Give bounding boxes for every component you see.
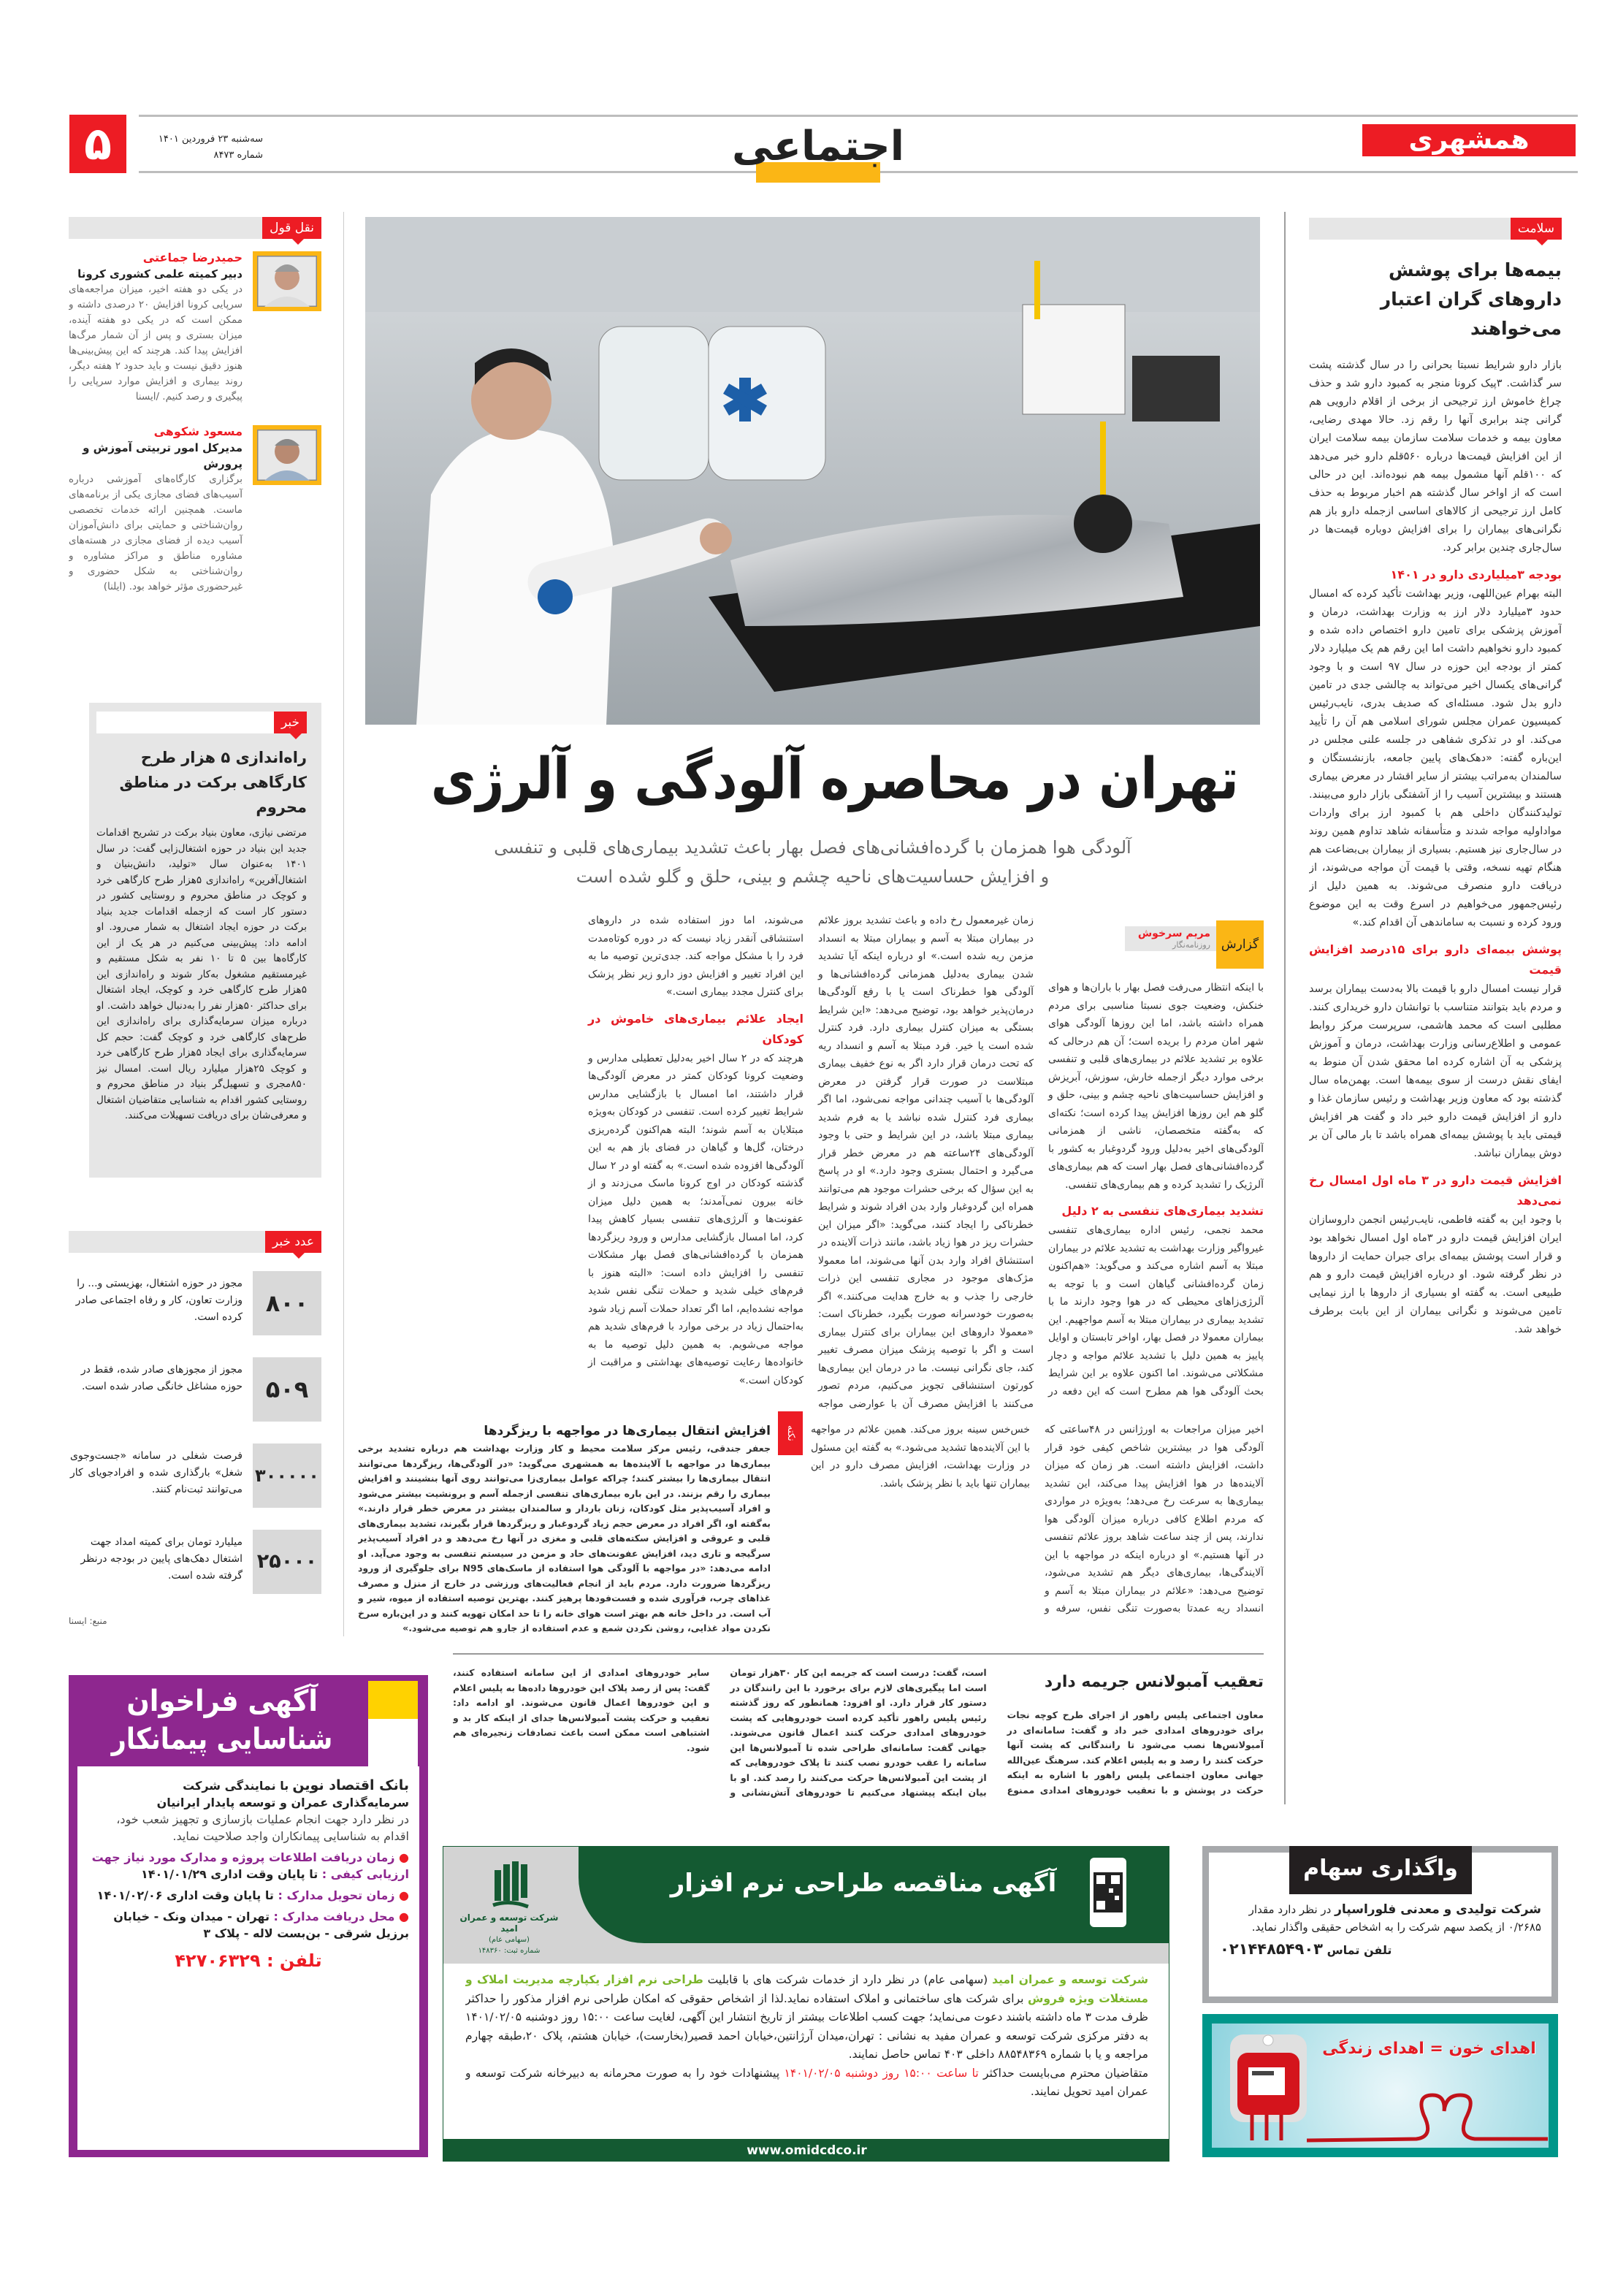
tender-subject: طراحی نرم افزار یکپارچه مدیریت املاک و مستغلات ویژه فروش (465, 1973, 1148, 2005)
author-name: مریم سرخوش (1137, 928, 1210, 939)
subtitle-line: و افزایش حساسیت‌های ناحیه چشم و بینی، حلق و گلو شده است (576, 866, 1050, 887)
health-subhead: بودجه ۳میلیاردی دارو در ۱۴۰۱ (1390, 568, 1562, 581)
shares-ad[interactable] (1202, 1846, 1558, 2003)
tender-text: متقاضیان محترم می‌بایست حداکثر (978, 2066, 1148, 2080)
health-headline: بیمه‌ها برای پوشش داروهای گران اعتبار می‌خواهند (1380, 259, 1562, 339)
health-paragraph: البته بهرام عین‌اللهی، وزیر بهداشت تأکید کرده که امسال حدود ۳میلیارد دلار ارز به وزارت بهداشت، درمان و آموزش پزشکی برای تامین دارو اختصاص داده شده و کمبود دارو نخواهیم داشت اما این رقم هم یک میلیارد دلار کمتر از بودجه این حوزه در سال ۹۷ است و با وجود گرانی‌های یکسال اخیر می‌تواند به چالشی جدی در تامین دارو بدل شود. مسئله‌ای که صدیف بدری، نایب‌رئیس کمیسیون عمران مجلس شورای اسلامی هم آن را تأیید می‌کند. او در تذکری شفاهی در جلسه علنی مجلس در این‌باره گفته: «دهک‌های پایین جامعه، بازنشستگان و سالمندان به‌مراتب بیشتر از سایر اقشار در معرض بیماری هستند و بیشترین آسیب را از آشفتگی بازار دارو می‌بینند. تولیدکنندگان داخلی هم با کمبود ارز برای واردات مواداولیه مواجه شدند و متأسفانه شاهد تداوم همین روند در سال‌جاری نیز هستیم. بسیاری از بیماران بی‌بضاعت هم هنگام تهیه نسخه، وقتی با قیمت آن مواجه می‌شوند، از دریافت دارو منصرف می‌شوند. به همین دلیل از رئیس‌جمهور می‌خواهیم در اسرع وقت به این موضوع ورود کرده و نسبت به ساماندهی آن اقدام کند.» (1309, 588, 1562, 928)
ad-phone[interactable]: تلفن : ۴۲۷۰۶۳۲۹ (175, 1950, 322, 1971)
ad-item-value: تا پایان وقت اداری ۱۴۰۱/۰۱/۲۹ (141, 1867, 318, 1881)
tender-text: (سهامی عام) در نظر دارد از خدمات شرکت های با قابلیت (703, 1973, 993, 1986)
quotes-tag: نقل قول (262, 217, 321, 239)
qr-code-icon[interactable] (1090, 1858, 1126, 1927)
section-title: اجتماعی (732, 123, 904, 170)
article-paragraph: محمد نجمی، رئیس اداره بیماری‌های تنفسی غیرواگیر وزارت بهداشت به تشدید علائم در بیماران مبتلا به آسم اشاره می‌کند و می‌گوید: «هم‌اکنون زمان گرده‌افشانی گیاهان است و با توجه به آلرژی‌زاهای محیطی که در هوا وجود دارند ما با تشدید بیماری در بیماران مبتلا به آسم مواجهیم. این بیماران معمولا در فصل بهار، اواخر تابستان و اوایل پاییز به همین دلیل با تشدید علائم مواجه و دچار مشکلاتی می‌شوند. اما اکنون علاوه بر این شرایط بحث آلودگی هوا هم مطرح است که این دفعه در زمان غیرمعمول رخ داده و باعث تشدید بروز علائم در بیماران مبتلا به آسم و بیماران مبتلا به انسداد مزمن ریه شده است.» او درباره اینکه آیا تشدید شدن بیماری به‌دلیل همزمانی گرده‌افشانی‌ها و آلودگی هوا خطرناک است یا با رفع آلودگی‌ها درمان‌پذیر خواهد بود، توضیح می‌دهد: «این شرایط بستگی به میزان کنترل بیماری دارد. فرد کنترل شده است یا خیر. فرد مبتلا به آسم و انسداد ریه که تحت درمان قرار دارد اگر به نوع خفیف بیماری مبتلاست در صورت قرار گرفتن در معرض آلودگی‌ها با آسیب چندانی مواجه نمی‌شود، اما اگر بیماری فرد کنترل شده نباشد یا به فرم شدید بیماری مبتلا باشد، در این شرایط و حتی با وجود آلودگی‌های ۲۴ساعته هم در معرض خطر قرار می‌گیرد و احتمال بستری وجود دارد.» او در پاسخ به این سؤال که برخی حشرات موجود هم می‌توانند همراه این گردوغبار وارد بدن افراد شوند و شرایط خطرناکی را ایجاد کنند، می‌گوید: «اگر میزان این حشرات ریز در هوا زیاد باشد، مانند ذرات آلاینده در استنشاق افراد وارد بدن آنها می‌شوند، اما معمولا مژک‌های موجود در مجاری تنفسی این ذرات خارجی را جذب و به خارج هدایت می‌کنند.» اگر به‌صورت خودسرانه صورت بگیرد، خطرناک است: «معمولا داروهای این بیماران برای کنترل بیماری است و اگر با توصیه پزشک میزان مصرف تغییر کند، جای نگرانی نیست. ما در درمان این بیماری‌ها کورتون استنشاقی تجویز می‌کنیم، مردم تصور می‌کنند با افزایش مصرف آن با عوارضی مواجه می‌شوند، اما دوز استفاده شده در داروهای استنشاقی آنقدر زیاد نیست که در دوره کوتاه‌مدت فرد را با مشکل مواجه کند. جدی‌ترین توصیه ما به این افراد تغییر و افزایش دوز دارو زیر نظر پزشک برای کنترل مجدد بیماری است.» (588, 915, 1264, 1410)
page-number: ۵ (69, 115, 126, 173)
news-box (89, 703, 321, 1178)
ad-item-label: محل دریافت مدارک : (273, 1910, 395, 1923)
portrait-icon (257, 256, 317, 307)
ad-company: سرمایه‌گذاری عمران و توسعه پایدار ایرانیان (156, 1796, 409, 1809)
news-text: مرتضی نیازی، معاون بنیاد برکت در تشریح اقدامات جدید این بنیاد در حوزه اشتغال‌زایی گفت: در سال ۱۴۰۱ به‌عنوان سال «تولید، دانش‌بنیان و اشتغال‌آفرین» راه‌اندازی ۵هزار طرح کارگاهی خرد و کوچک در مناطق محروم و روستایی کشور در دستور کار است که ازجمله اقدامات جدید بنیاد برکت در حوزه ایجاد اشتغال به شمار می‌رود. او ادامه داد: پیش‌بینی می‌کنیم در هر یک از این کارگاه‌ها بین ۵ تا ۱۰ نفر به شکل مستقیم و غیرمستقیم مشغول به‌کار شوند و راه‌اندازی این ۵هزار طرح کارگاهی خرد و کوچک، ایجاد اشتغال برای حداکثر ۵۰هزار نفر را به‌دنبال خواهد داشت. او درباره میزان سرمایه‌گذاری برای راه‌اندازی این طرح‌های کارگاهی خرد و کوچک گفت: حجم کل سرمایه‌گذاری برای ایجاد ۵هزار طرح کارگاهی خرد و کوچک ۲۵هزار میلیارد ریال است. امسال نیز ۸۵۰مجری و تسهیل‌گر بنیاد در مناطق محروم و روستایی کشور اقدام به شناسایی متقاضیان اشتغال و معرفی‌شان برای دریافت تسهیلات می‌کنند. (96, 827, 307, 1121)
report-tag: گزارش (1216, 920, 1264, 969)
health-tagbar (1309, 218, 1562, 240)
number-item (69, 1530, 321, 1603)
ad-intro: با نمایندگی شرکت (183, 1779, 289, 1793)
health-subhead: پوشش بیمه‌ای دارو برای ۱۵درصد افزایش قیمت (1309, 942, 1562, 977)
quote-item (69, 250, 321, 405)
number-item (69, 1443, 321, 1530)
health-paragraph: با وجود این به گفته فاطمی، نایب‌رئیس انجمن داروسازان ایران افزایش قیمت دارو در ۳ماه اول امسال نخواهد بود و قرار است پوشش بیمه‌ای برای جبران حمایت از داروها در نظر گرفته شود. او درباره افزایش قیمت دارو و هم طبیعی است. به گفته او بسیاری از داروها با ارز نیمایی تامین می‌شوند و نگرانی بیماران از این بابت برطرف خواهد شد. (1309, 1214, 1562, 1335)
numbers-source: منبع: ایسنا (69, 1616, 107, 1626)
number-text: مجوز از مجوزهای صادر شده، فقط در حوزه مشاغل خانگی صادر شده است. (80, 1364, 243, 1392)
tip-tag: نکته (778, 1411, 803, 1455)
number-item (69, 1357, 321, 1443)
main-subtitle (365, 833, 1260, 891)
article-paragraph: اخیر میزان مراجعات به اورژانس در ۴۸ساعتی که آلودگی هوا در بیشترین شاخص کیفی خود قرار داشت، افزایش داشته است. هر زمان که میزان آلاینده‌ها در هوا افزایش پیدا می‌کند، این تشدید بیماری‌ها به سرعت رخ می‌دهد؛ به‌ویژه در مواردی که مردم اطلاع کافی درباره میزان آلودگی هوا ندارند، پس از چند ساعت شاهد بروز علائم تنفسی در آنها هستیم.» او درباره اینکه در مواجهه با این آلایندگی‌ها، بیماری‌های دیگر هم تشدید می‌شود، توضیح می‌دهد: «علائم در بیماران مبتلا به آسم و انسداد ریه عمدتا به‌صورت تنگی نفس، سرفه و خس‌خس سینه بروز می‌کند. همین علائم در مواجهه با این آلاینده‌ها تشدید می‌شود.» به گفته این مسئول در وزارت بهداشت، افزایش مصرف دارو در این بیماران تنها باید با نظر پزشک باشد. (811, 1424, 1264, 1614)
company-logo-sub: (سهامی عام) (489, 1936, 530, 1944)
company-logo-text: شرکت توسعه و عمران امید (459, 1912, 559, 1934)
tender-text: پیشنهادات خود را به صورت محرمانه به دبیرخانه شرکت توسعه و عمران امید تحویل نمایند. (465, 2066, 1148, 2098)
health-tag: سلامت (1511, 218, 1562, 240)
health-subhead: افزایش قیمت دارو در ۳ ماه اول امسال رخ نمی‌دهد (1309, 1173, 1562, 1208)
number-value: ۸۰۰ (253, 1271, 321, 1335)
ambulance-headline: تعقیب آمبولانس جریمه دارد (1044, 1673, 1264, 1691)
news-tag: خبر (274, 712, 307, 733)
quote-role: دبیر کمیته علمی کشوری کرونا (77, 267, 243, 281)
header-top-rule (139, 115, 1578, 117)
newspaper-logo[interactable]: همشهری (1362, 124, 1576, 156)
shares-title: واگذاری سهام (1289, 1846, 1472, 1894)
ad-intro-text: در نظر دارد جهت انجام عملیات بازسازی و تجهیز شعب خود، اقدام به شناسایی پیمانکاران واجد صلاحیت نماید. (116, 1812, 409, 1843)
blood-bag-icon (1226, 2027, 1314, 2148)
article-paragraph: هرچند که در ۲ سال اخیر به‌دلیل تعطیلی مدارس و وضعیت کرونا کودکان کمتر در معرض آلودگی‌ها قرار داشتند، اما امسال با بازگشایی مدارس شرایط تغییر کرده است. تنفسی در کودکان به‌ویژه مبتلایان به آسم شوند؛ البته هم‌اکنون گرده‌ریزی درختان، گل‌ها و گیاهان در فضای باز هم به این آلودگی‌ها افزوده شده است.» به گفته او در ۲ سال گذشته کودکان در اوج کرونا ماسک می‌زدند و از خانه بیرون نمی‌آمدند؛ به همین دلیل میزان عفونت‌ها و آلرژی‌های تنفسی بسیار کاهش پیدا کرد، اما امسال بازگشایی مدارس و ورود ریزگردها همزمان با گرده‌افشانی‌های فصل بهار مشکلات تنفسی را افزایش داده است: «البته هنوز با فرم‌های خیلی شدید و حملات تنگی نفس شدید مواجه نشده‌ایم، اما اگر تعداد حملات آسم زیاد شود به‌احتمال زیاد در برخی موارد با فرم‌های شدید هم مواجه می‌شویم. به همین دلیل توصیه ما به خانواده‌ها رعایت توصیه‌های بهداشتی و مراقبت از کودکان است.» (588, 1052, 804, 1387)
tender-title: آگهی مناقصه طراحی نرم افزار (670, 1869, 1057, 1898)
quotes-list (69, 250, 321, 688)
section-rule (453, 1653, 1264, 1655)
quote-item (69, 424, 321, 595)
number-text: میلیارد تومان برای کمیته امداد جهت اشتغال دهک‌های پایین در بودجه درنظر گرفته شده است. (80, 1536, 243, 1582)
tender-body (465, 1971, 1148, 2135)
number-value: ۵۰۹ (253, 1357, 321, 1422)
main-headline-wrap (365, 739, 1260, 820)
number-value: ۳۰۰۰۰۰ (253, 1443, 321, 1508)
ambulance-text: معاون اجتماعی پلیس راهور از اجرای طرح کوچه نجات برای خودروهای امدادی خبر داد و گفت: سامانه‌ای در آمبولانس‌ها نصب می‌شود تا رانندگانی که پشت آنها حرکت کنند را رصد و به پلیس اعلام کند. سرهنگ عین‌الله جهانی معاون اجتماعی پلیس راهور با اشاره به اینکه حرکت در پوشش و با تعقیب خودروهای امدادی ممنوع است، گفت: درست است که جریمه این کار ۳۰هزار تومان است اما پیگیری‌های لازم برای برخورد با این رانندگان در دستور کار قرار دارد. او افزود: همانطور که روز گذشته رئیس پلیس راهور تأکید کرده است خودروهایی که پشت خودروهای امدادی حرکت کنند اعمال قانون می‌شوند. جهانی گفت: سامانه‌ای طراحی شده تا آمبولانس‌ها این سامانه را عقب خودرو نصب کنند تا پلاک خودروهایی که از پشت این آمبولانس‌ها حرکت می‌کنند را رصد کند. او با بیان اینکه پیشنهاد می‌کنیم تا خودروهای آتش‌نشانی و سایر خودروهای امدادی از این سامانه استفاده کنند، گفت: پس از رصد پلاک این خودروها داده‌ها به پلیس اعلام و این خودروها اعمال قانون می‌شوند. او ادامه داد: تعقیب و حرکت پشت آمبولانس‌ها جدای از اینکه کار بد و اشتباهی است ممکن است باعث تصادفات زنجیره‌ای هم شود. (453, 1667, 1264, 1798)
tip-box (358, 1421, 771, 1633)
shares-phone-label: تلفن تماس (1327, 1943, 1392, 1957)
company-logo (454, 1857, 564, 1956)
quote-name: حمیدرضا جماعتی (142, 251, 243, 264)
number-text: مجوز در حوزه اشتغال، بهزیستی و... را وزارت تعاون، کار و رفاه اجتماعی صادر کرده است. (75, 1278, 243, 1323)
main-article-continued (811, 1421, 1264, 1633)
ad-item-value: تهران - میدان ونک - خیابان برزیل شرقی - بن‌بست لاله - پلاک ۳ (113, 1910, 409, 1940)
quote-text: در یکی دو هفته اخیر، میزان مراجعه‌های سرپایی کرونا افزایش ۲۰ درصدی داشته و ممکن است که در یکی دو هفته آینده، میزان بستری و پس از آن شمار مرگ‌ها افزایش پیدا کند. هرچند که این پیش‌بینی‌ها هنوز دقیق نیست و باید حدود ۲ هفته دیگر، روند بیماری و افزایش موارد سرپایی را پیگیری و رصد کنیم. /ایسنا (69, 283, 243, 403)
news-headline: راه‌اندازی ۵ هزار طرح کارگاهی برکت در مناطق محروم (119, 749, 307, 816)
portrait-icon (257, 430, 317, 481)
shares-phone[interactable]: ۰۲۱۴۴۸۵۴۹۰۳ (1220, 1940, 1323, 1958)
subtitle-line: آلودگی هوا همزمان با گرده‌افشانی‌های فصل بهار باعث تشدید بیماری‌های قلبی و تنفسی (494, 837, 1131, 858)
article-paragraph: با اینکه انتظار می‌رفت فصل بهار با باران‌ها و هوای خنکش، وضعیت جوی نسبتا مناسبی برای مردم همراه داشته باشد، اما این روزها آلودگی هوای شهر امان مردم را بریده است؛ آن هم درحالی که علاوه بر تشدید علائم در بیماری‌های قلبی و تنفسی برخی موارد دیگر ازجمله خارش، سوزش، آبریزش و افزایش حساسیت‌های ناحیه چشم و بینی، حلق و گلو هم این روزها افزایش پیدا کرده است؛ نکته‌ای که به‌گفته متخصصان، ناشی از همزمانی آلودگی‌های اخیر به‌دلیل ورود گردوغبار به کشور با گرده‌افشانی‌های فصل بهار است که هم بیماری‌های آلرژیک را تشدید کرده و هم بیماری‌های تنفسی. (1048, 982, 1264, 1191)
ambulance-article (453, 1666, 1264, 1801)
column-divider (1284, 212, 1286, 1804)
avatar (253, 251, 321, 311)
ad-item-label: زمان دریافت اطلاعات پروژه و مدارک مورد نیاز جهت ارزیابی کیفی : (91, 1850, 409, 1881)
heart-line-icon (1307, 2082, 1548, 2148)
hand-logo-icon (487, 1857, 531, 1911)
tender-ad[interactable] (443, 1846, 1169, 2162)
article-subhead: ایجاد علائم بیماری‌های خاموش در کودکان (588, 1011, 804, 1046)
ad-title: آگهی فراخوان (126, 1685, 318, 1718)
numbers-tag: عدد خبر (265, 1231, 321, 1253)
ambulance-interior-image (365, 217, 1260, 725)
tender-text: برای شرکت های ساختمانی و املاک استفاده نماید.لذا از اشخاص حقوقی که امکان طراحی نرم افزار مذکور را حداکثر ظرف مدت ۳ ماه داشته باشند دعوت می‌نماید؛ جهت کسب اطلاعات بیشتر از تاریخ انتشار این آگهی، لغایت ساعت ۱۵:۰۰ روز دوشنبه ۱۴۰۱/۰۲/۰۵ به دفتر مرکزی شرکت توسعه و عمران مفید به نشانی : تهران،میدان آرژانتین،خیابان احمد قصیر(بخارست)، خیابان هشتم، پلاک ۲۰،طبقه چهارم مراجعه و یا با شماره ۸۸۵۴۸۳۶۹ داخلی ۴۰۳ تماس حاصل نمایند. (465, 1991, 1148, 2061)
issue-date: سه‌شنبه ۲۳ فروردین ۱۴۰۱ (158, 134, 263, 145)
news-tagbar (96, 712, 307, 733)
column-divider (343, 212, 344, 1636)
ad-accent (368, 1681, 418, 1719)
ad-bank-name: بانک اقتصاد نوین (292, 1777, 409, 1793)
tender-deadline: تا ساعت ۱۵:۰۰ روز دوشنبه ۱۴۰۱/۰۲/۰۵ (784, 2066, 979, 2080)
quote-role: مدیرکل امور تربیتی آموزش و پرورش (83, 441, 243, 470)
article-subhead: تشدید بیماری‌های تنفسی به ۲ دلیل (1061, 1204, 1264, 1218)
blood-donation-slogan: اهدای خون = اهدای زندگی (1322, 2040, 1536, 2058)
quote-text: برگزاری کارگاه‌های آموزشی درباره آسیب‌های فضای مجازی یکی از برنامه‌های ماست. همچنین ارائه خدمات تخصصی روان‌شناختی و حمایتی برای دانش‌آموزان آسیب دیده از فضای مجازی در هسته‌های مشاوره مناطق و مراکز مشاوره و روان‌شناختی به شکل حضوری و غیرحضوری مؤثر خواهد بود. (ایلنا) (69, 473, 243, 592)
tip-text: جعفر جندقی، رئیس مرکز سلامت محیط و کار وزارت بهداشت هم درباره تشدید برخی بیماری‌ها در مواجهه با آلاینده‌ها به همشهری می‌گوید: «در آلودگی‌ها، ریزگردها می‌توانند انتقال بیماری‌ها را بیشتر کنند؛ چراکه عوامل بیماری‌زا می‌توانند روی آنها بنشینند و افزایش بیماری را رقم بزنند. در این باره بیماری‌های تنفسی ازجمله آسم و برونشیت بیشتر می‌شود و افراد آسیب‌پذیر مثل کودکان، زنان باردار و سالمندان بیشتر در معرض خطر قرار دارند.» به‌گفته او، اگر افراد در معرض حجم زیاد گردوغبار و ریزگردها قرار بگیرند، تشدید بیماری‌های قلبی و عروقی و افزایش سکته‌های قلبی و مغزی در آنها رخ می‌دهد و در افراد آسیب‌پذیر سرگیجه و تاری دید، افزایش عفونت‌های حاد و مزمن در سیستم تنفسی به وجود می‌آید. او ادامه می‌دهد: «در مواجهه با آلودگی هوا استفاده از ماسک‌های N95 برای جلوگیری از ورود ریزگردها ضرورت دارد. مردم باید از انجام فعالیت‌های ورزشی در خارج از منزل و مصرف غذاهای چرب، فرآوری شده و فست‌فودها پرهیز کنند. بهترین توصیه استفاده از میوه، شیر و آب است. در داخل خانه هم بهتر است هوای خانه را تا حد امکان تهویه کنند و در این‌باره سرخ نکردن مواد غذایی، روشن نکردن شمع و عدم استفاده از جارو هم توصیه می‌شود.» (358, 1443, 771, 1633)
issue-info (131, 131, 263, 164)
ad-item-label: زمان تحویل مدارک : (278, 1888, 395, 1902)
ambulance-photo (365, 217, 1260, 725)
avatar (253, 425, 321, 485)
issue-number: شماره ۸۴۷۳ (213, 150, 263, 161)
health-lead: بازار دارو شرایط نسبتا بحرانی را در سال گذشته پشت سر گذاشت. ۳پیک کرونا منجر به کمبود دارو شد و حذف چراغ خاموش ارز ترجیحی از برخی از اقلام دارویی هم گرانی چند برابری آنها را رقم زد. حالا مهدی رضایی، معاون بیمه و خدمات سلامت سازمان بیمه سلامت ایران از این افزایش قیمت‌ها درباره ۵۶۰قلم دارو خبر می‌دهد که ۱۰۰قلم آنها مشمول بیمه هم نبوده‌اند. این در حالی است که از اواخر سال گذشته هم اخبار مربوط به حذف کامل ارز ترجیحی از کالاهای اساسی ازجمله دارو باز هم نگرانی‌های بیماران را برای افزایش دوباره قیمت‌ها در سال‌جاری چندین برابر کرد. (1309, 359, 1562, 554)
main-article-body (358, 912, 1264, 1416)
tip-title: افزایش انتقال بیماری‌ها در مواجهه با ریزگردها (484, 1424, 771, 1438)
tender-company: شرکت توسعه و عمران امید (992, 1973, 1148, 1986)
ad-item-value: تا پایان وقت اداری ۱۴۰۱/۰۲/۰۶ (96, 1888, 274, 1902)
ad-title: شناسایی پیمانکار (111, 1723, 333, 1756)
numbers-tagbar (69, 1231, 321, 1253)
contractor-ad[interactable]: آگهی فراخوان شناسایی پیمانکار بانک اقتصاد نوین با نمایندگی شرکت سرمایه‌گذاری عمران و توسعه پایدار ایرانیان در نظر دارد جهت انجام عملیات بازسازی و تجهیز شعب خود، اقدام به شناسایی پیمانکاران واجد صلاحیت نماید. ● زمان دریافت اطلاعات پروژه و مدارک مورد نیاز جهت ارزیابی کیفی : تا پایان وقت اداری ۱۴۰۱/۰۱/۲۹ ● زمان تحویل مدارک : تا پایان وقت اداری ۱۴۰۱/۰۲/۰۶ ● محل دریافت مدارک : تهران - میدان ونک - خیابان برزیل شرقی - بن‌بست لاله - پلاک ۳ تلفن : ۴۲۷۰۶۳۲۹ (69, 1675, 428, 2157)
health-article (1309, 256, 1562, 1804)
main-headline: تهران در محاصره آلودگی و آلرژی (431, 747, 1239, 812)
blood-donation-ad[interactable] (1202, 2014, 1558, 2157)
number-item (69, 1271, 321, 1357)
shares-company: شرکت تولیدی و معدنی فلوراسپار (1335, 1902, 1541, 1917)
health-paragraph: قرار نیست امسال دارو با قیمت بالا به‌دست بیماران برسد و مردم باید بتوانند متناسب با توانشان دارو خریداری کنند. مطلبی است که محمد هاشمی، سرپرست مرکز روابط عمومی و اطلاع‌رسانی وزارت بهداشت، درمان و آموزش پزشکی به آن اشاره کرده اما محقق شدن آن منوط به ایفای نقش درست از سوی بیمه‌ها است. بهمن‌ماه سال گذشته بود که معاون وزیر بهداشت و رئیس سازمان غذا و دارو از افزایش قیمت دارو خبر داد و گفت هر افزایش قیمتی باید با پوشش بیمه‌ای همراه باشد تا بار مالی آن بر دوش بیماران نباشد. (1309, 983, 1562, 1159)
quote-name: مسعود شکوهی (153, 424, 243, 438)
author-role: روزنامه‌نگار (1172, 940, 1210, 950)
shares-text: در نظر دارد مقدار ۰/۲۶۸۵ از یکصد سهم شرکت را به اشخاص حقیقی واگذار نماید. (1248, 1903, 1541, 1934)
number-value: ۲۵۰۰۰ (253, 1530, 321, 1594)
number-text: فرصت شغلی در سامانه «جست‌وجوی شغل» بارگذاری شده و افرادجویای کار می‌توانند ثبت‌نام کنند. (70, 1450, 243, 1495)
tender-website[interactable]: www.omidcdco.ir (443, 2139, 1169, 2162)
quotes-tagbar (69, 217, 321, 239)
numbers-list (69, 1271, 321, 1603)
company-reg: شماره ثبت: ۱۴۸۳۶۰ (478, 1947, 541, 1955)
